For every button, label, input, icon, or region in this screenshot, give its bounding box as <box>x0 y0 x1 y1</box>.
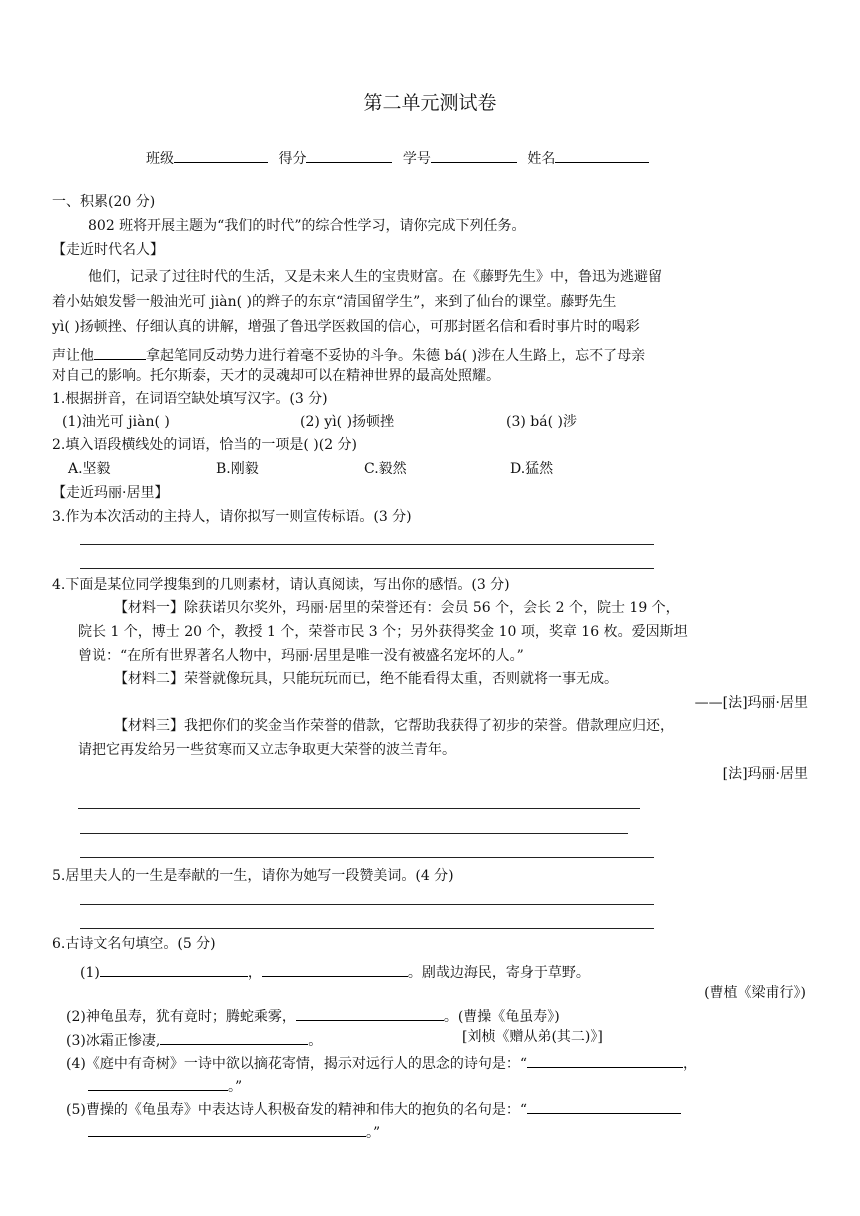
material-1-line: 【材料一】除获诺贝尔奖外，玛丽·居里的荣誉还有：会员 56 个，会长 2 个，院士 19 个， <box>114 600 680 616</box>
poem-item-1: (1) ， 。剧哉边海民，寄身于草野。 <box>80 962 590 980</box>
passage-line: 声让他 拿起笔同反动势力进行着毫不妥协的斗争。朱德 bá( )涉在人生路上，忘不了母亲 <box>52 345 645 363</box>
score-label: 得分 <box>278 151 307 167</box>
poem-blank[interactable] <box>88 1122 366 1137</box>
poem-blank[interactable] <box>262 962 408 977</box>
class-field[interactable] <box>174 148 268 163</box>
poem-3-source: [刘桢《赠从弟(其二)》] <box>462 1029 603 1045</box>
q2-option[interactable]: D.猛然 <box>510 461 554 477</box>
passage-line: 他们，记录了过往时代的生活，又是未来人生的宝贵财富。在《藤野先生》中，鲁迅为逃避留 <box>88 269 662 285</box>
q1-item-b[interactable]: (2) yì( )扬顿挫 <box>300 414 395 430</box>
answer-line[interactable] <box>78 808 640 809</box>
poem-blank[interactable] <box>160 1030 308 1045</box>
poem-item-2: (2)神龟虽寿，犹有竟时；腾蛇乘雾， 。(曹操《龟虽寿》) <box>66 1006 560 1024</box>
q1-item-c[interactable]: (3) bá( )涉 <box>506 414 577 430</box>
q2-option[interactable]: C.毅然 <box>364 461 407 477</box>
passage-line: 着小姑娘发髻一般油光可 jiàn( )的辫子的东京“清国留学生”，来到了仙台的课堂。藤野先生 <box>52 294 617 310</box>
q2-option[interactable]: A.坚毅 <box>68 461 111 477</box>
question-6-stem: 6.古诗文名句填空。(5 分) <box>52 936 216 952</box>
name-label: 姓名 <box>527 151 556 167</box>
passage-line: 对自己的影响。托尔斯泰，天才的灵魂却可以在精神世界的最高处照耀。 <box>52 368 500 384</box>
info-row <box>146 148 649 166</box>
part2-title: 【走近玛丽·居里】 <box>52 485 169 501</box>
q1-item-a[interactable]: (1)油光可 jiàn( ) <box>62 414 170 430</box>
answer-line[interactable] <box>80 833 628 834</box>
passage-blank[interactable] <box>94 345 146 360</box>
material-1-line: 院长 1 个，博士 20 个，教授 1 个，荣誉市民 3 个；另外获得奖金 10 项，奖章 16 枚。爱因斯坦 <box>78 624 688 640</box>
question-3-stem: 3.作为本次活动的主持人，请你拟写一则宣传标语。(3 分) <box>52 509 412 525</box>
poem-blank[interactable] <box>88 1076 228 1091</box>
answer-line[interactable] <box>80 544 654 545</box>
score-field[interactable] <box>306 148 392 163</box>
poem-item-5: (5)曹操的《龟虽寿》中表达诗人积极奋发的精神和伟大的抱负的名句是：“ <box>66 1099 681 1117</box>
poem-1-source: (曹植《梁甫行》) <box>704 985 806 1001</box>
question-4-stem: 4.下面是某位同学搜集到的几则素材，请认真阅读，写出你的感悟。(3 分) <box>52 577 510 593</box>
id-label: 学号 <box>402 151 431 167</box>
answer-line[interactable] <box>80 904 654 905</box>
page-title: 第二单元测试卷 <box>363 92 497 114</box>
material-3-source: [法]玛丽·居里 <box>722 766 808 782</box>
poem-item-3: (3)冰霜正惨凄, 。 <box>66 1030 322 1048</box>
section-heading: 一、积累(20 分) <box>52 194 156 210</box>
class-label: 班级 <box>146 151 174 167</box>
name-field[interactable] <box>555 148 649 163</box>
answer-line[interactable] <box>80 857 654 858</box>
id-field[interactable] <box>431 148 517 163</box>
poem-item-5-cont: 。” <box>88 1122 380 1140</box>
question-2-stem: 2.填入语段横线处的词语，恰当的一项是( )(2 分) <box>52 437 358 453</box>
section-intro: 802 班将开展主题为“我们的时代”的综合性学习，请你完成下列任务。 <box>88 218 526 234</box>
poem-blank[interactable] <box>527 1099 681 1114</box>
material-3-line: 【材料三】我把你们的奖金当作荣誉的借款，它帮助我获得了初步的荣誉。借款理应归还， <box>114 718 674 734</box>
poem-blank[interactable] <box>527 1053 683 1068</box>
poem-item-4-cont: 。” <box>88 1076 242 1094</box>
material-1-line: 曾说：“在所有世界著名人物中，玛丽·居里是唯一没有被盛名宠坏的人。” <box>78 648 524 664</box>
material-2-source: ——[法]玛丽·居里 <box>694 695 808 711</box>
part1-title: 【走近时代名人】 <box>52 242 164 258</box>
answer-line[interactable] <box>80 928 654 929</box>
poem-item-4: (4)《庭中有奇树》一诗中欲以摘花寄情，揭示对远行人的思念的诗句是：“ ， <box>66 1053 697 1071</box>
passage-line: yì( )扬顿挫、仔细认真的讲解，增强了鲁迅学医救国的信心，可那封匿名信和看时事片时的喝彩 <box>52 319 640 335</box>
q2-option[interactable]: B.刚毅 <box>216 461 259 477</box>
poem-blank[interactable] <box>100 962 248 977</box>
material-3-line: 请把它再发给另一些贫寒而又立志争取更大荣誉的波兰青年。 <box>78 742 456 758</box>
question-5-stem: 5.居里夫人的一生是奉献的一生，请你为她写一段赞美词。(4 分) <box>52 868 454 884</box>
poem-blank[interactable] <box>296 1006 444 1021</box>
question-1-stem: 1.根据拼音，在词语空缺处填写汉字。(3 分) <box>52 391 328 407</box>
material-2: 【材料二】荣誉就像玩具，只能玩玩而已，绝不能看得太重，否则就将一事无成。 <box>114 671 618 687</box>
answer-line[interactable] <box>80 568 654 569</box>
